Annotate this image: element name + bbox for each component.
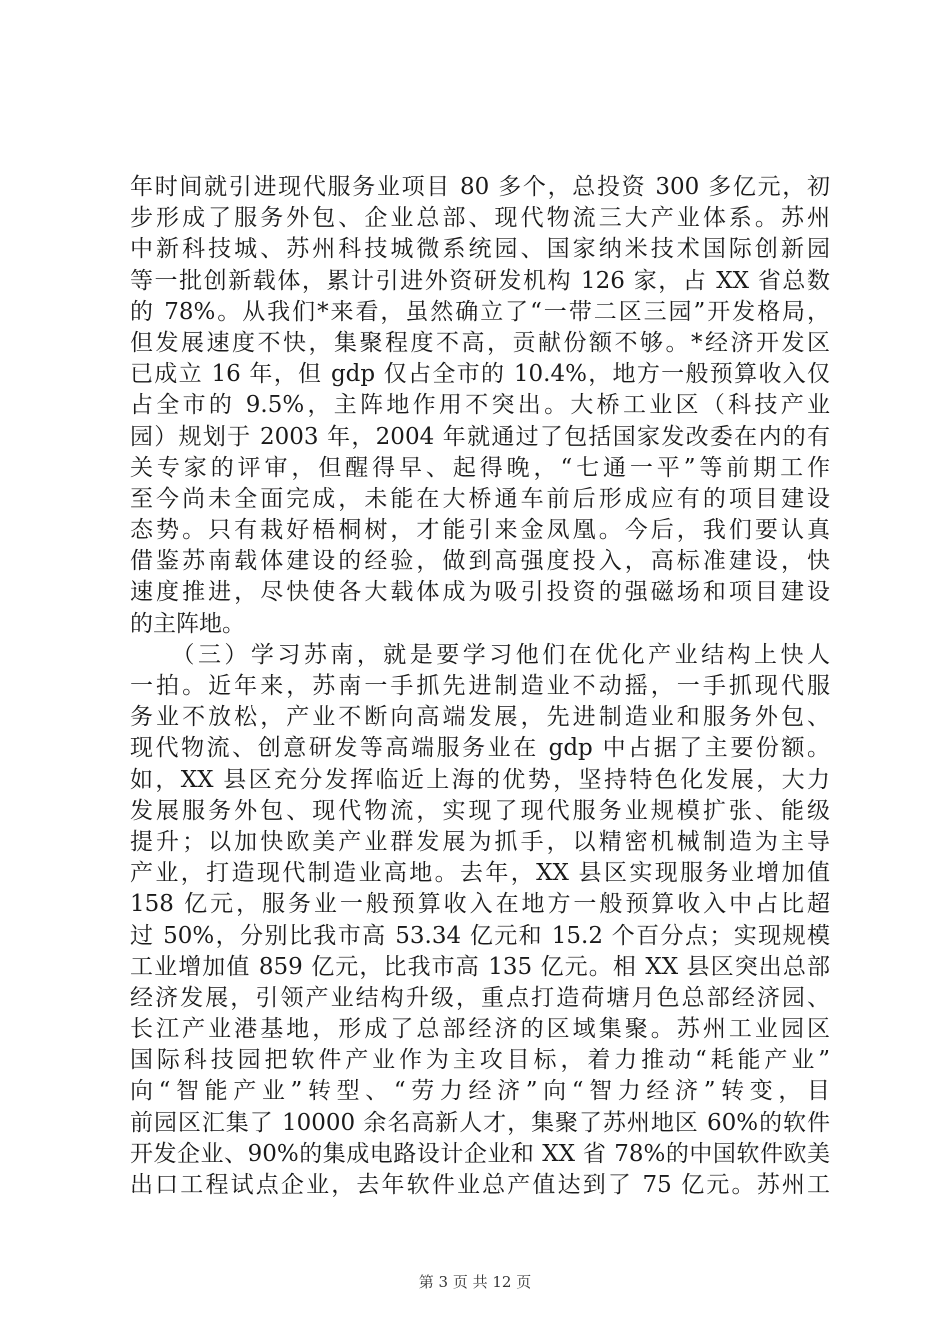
text-line: 工业增加值 859 亿元，比我市高 135 亿元。相 XX 县区突出总部	[130, 953, 830, 980]
text-line: 前园区汇集了 10000 余名高新人才，集聚了苏州地区 60%的软件	[130, 1109, 830, 1136]
text-line: 提升；以加快欧美产业群发展为抓手，以精密机械制造为主导	[130, 828, 830, 855]
text-line: 态势。只有栽好梧桐树，才能引来金凤凰。今后，我们要认真	[130, 517, 830, 544]
text-line: 如，XX 县区充分发挥临近上海的优势，坚持特色化发展，大力	[130, 766, 830, 793]
text-line: 现代物流、创意研发等高端服务业在 gdp 中占据了主要份额。	[130, 735, 830, 762]
text-line: 开发企业、90%的集成电路设计企业和 XX 省 78%的中国软件欧美	[130, 1140, 830, 1167]
text-line: 但发展速度不快，集聚程度不高，贡献份额不够。*经济开发区	[130, 329, 830, 356]
text-line: 务业不放松，产业不断向高端发展，先进制造业和服务外包、	[130, 704, 830, 731]
text-line: 出口工程试点企业，去年软件业总产值达到了 75 亿元。苏州工	[130, 1172, 830, 1198]
text-line: 借鉴苏南载体建设的经验，做到高强度投入，高标准建设，快	[130, 548, 830, 575]
text-line: 中新科技城、苏州科技城微系统园、国家纳米技术国际创新园	[130, 236, 830, 263]
page-footer: 第 3 页 共 12 页	[418, 1273, 532, 1291]
body-text	[130, 172, 830, 1201]
text-line: 速度推进，尽快使各大载体成为吸引投资的强磁场和项目建设	[130, 579, 830, 606]
text-line: 国际科技园把软件产业作为主攻目标，着力推动“耗能产业”	[130, 1047, 830, 1074]
text-line: 向“智能产业”转型、“劳力经济”向“智力经济”转变，目	[130, 1078, 830, 1105]
text-line: 发展服务外包、现代物流，实现了现代服务业规模扩张、能级	[130, 797, 830, 824]
text-line: 园）规划于 2003 年，2004 年就通过了包括国家发改委在内的有	[130, 423, 830, 450]
text-line: 占全市的 9.5%，主阵地作用不突出。大桥工业区（科技产业	[130, 392, 830, 419]
text-line: 过 50%，分别比我市高 53.34 亿元和 15.2 个百分点；实现规模	[130, 922, 830, 949]
text-line: 一拍。近年来，苏南一手抓先进制造业不动摇，一手抓现代服	[130, 673, 830, 699]
text-line: 已成立 16 年，但 gdp 仅占全市的 10.4%，地方一般预算收入仅	[130, 361, 830, 388]
text-line: 年时间就引进现代服务业项目 80 多个，总投资 300 多亿元，初	[130, 174, 830, 200]
text-line: 经济发展，引领产业结构升级，重点打造荷塘月色总部经济园、	[130, 984, 830, 1011]
text-line: 等一批创新载体，累计引进外资研发机构 126 家，占 XX 省总数	[130, 267, 830, 294]
text-line: （三）学习苏南，就是要学习他们在优化产业结构上快人	[130, 641, 830, 668]
text-line: 的 78%。从我们*来看，虽然确立了“一带二区三园”开发格局，	[130, 298, 830, 325]
text-line: 至今尚未全面完成，未能在大桥通车前后形成应有的项目建设	[130, 485, 830, 512]
text-line: 的主阵地。	[130, 610, 245, 637]
text-line: 产业，打造现代制造业高地。去年，XX 县区实现服务业增加值	[130, 860, 830, 887]
text-line: 长江产业港基地，形成了总部经济的区域集聚。苏州工业园区	[130, 1016, 830, 1043]
text-line: 步形成了服务外包、企业总部、现代物流三大产业体系。苏州	[130, 205, 830, 232]
text-line: 关专家的评审，但醒得早、起得晚，“七通一平”等前期工作	[130, 454, 830, 481]
text-line: 158 亿元，服务业一般预算收入在地方一般预算收入中占比超	[130, 891, 830, 918]
